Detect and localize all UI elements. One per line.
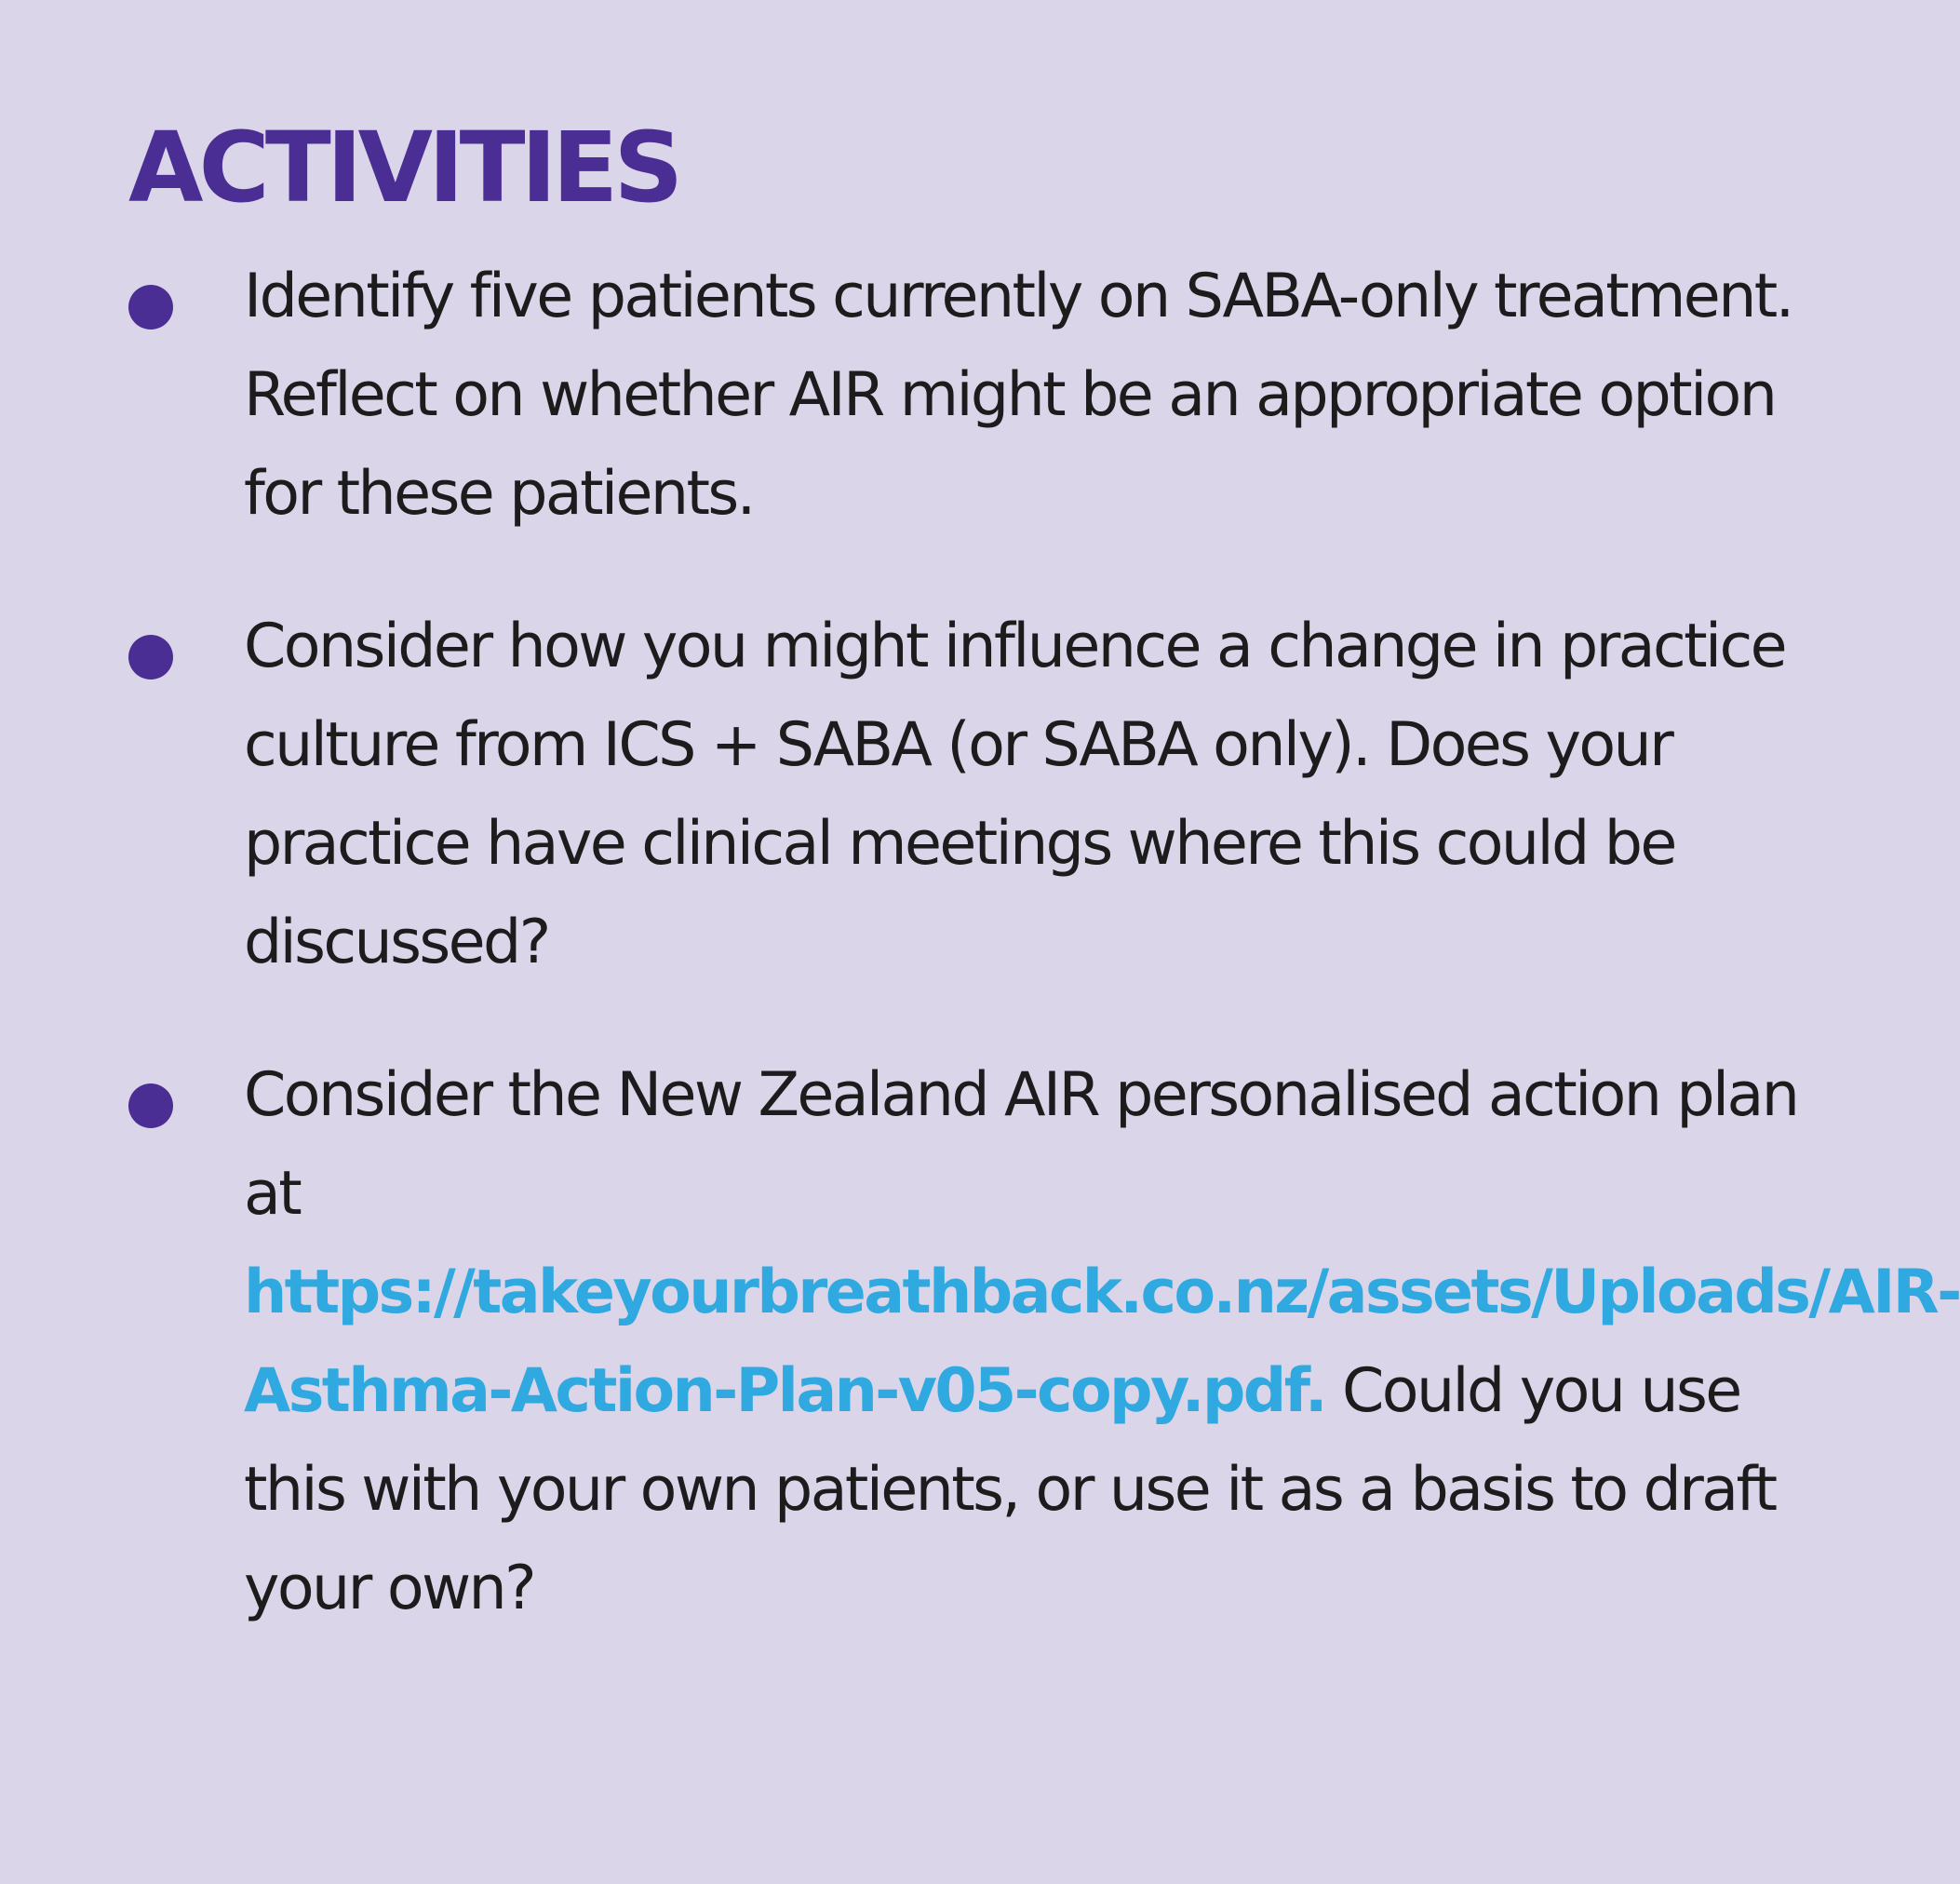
list-item [128,248,1792,544]
activity-text [244,1046,1960,1638]
activity-text-before-link: Consider the New Zealand AIR personalised action plan at [244,1060,1798,1229]
activity-text: Consider how you might influence a change in practice culture from ICS + SABA (or SABA only). Does your practice have clinical meetings where this could be discussed? [244,612,1786,977]
action-plan-link[interactable]: https://takeyourbreathback.co.nz/assets/Uploads/AIR-Asthma-Action-Plan-v05-copy.pdf. [244,1258,1960,1426]
list-item [128,598,1786,992]
bullet-icon [128,285,173,330]
activities-list [128,248,1960,1638]
bullet-icon [128,1083,173,1128]
list-item [128,1046,1960,1638]
activity-text: Identify five patients currently on SABA-only treatment. Reflect on whether AIR might be an appropriate option for these patients. [244,262,1792,529]
bullet-icon [128,635,173,680]
activities-heading: ACTIVITIES [128,111,679,224]
activity-text-after-link: Could you use this with your own patients, or use it as a basis to draft your own? [244,1356,1776,1623]
